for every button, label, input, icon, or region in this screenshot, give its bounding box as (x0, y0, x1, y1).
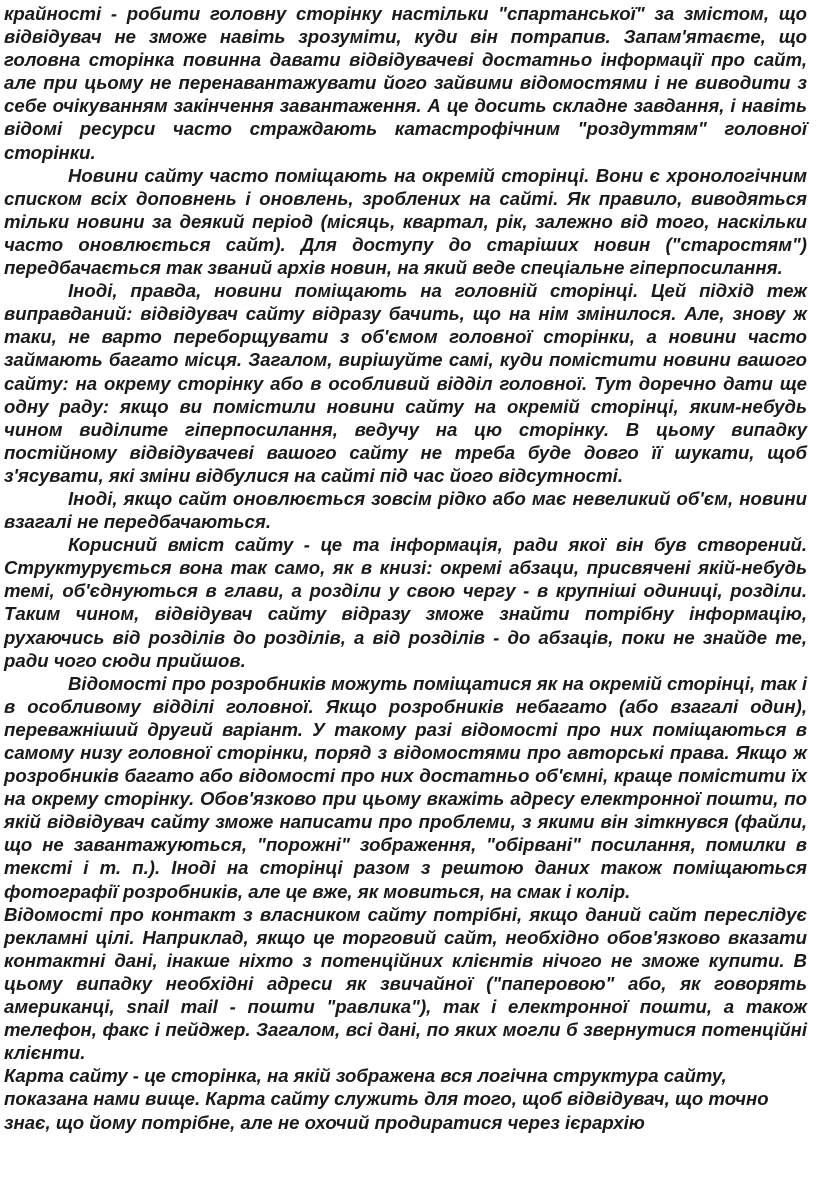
paragraph-useful-content: Корисний вміст сайту - це та інформація, ради якої він був створений. Структурується вона так само, як в книзі: окремі абзаци, присвячені якій-небудь темі, об'єднуються в глави, а розділи у свою чергу - в крупніші одиниці, розділи. Таким чином, відвідувач сайту відразу зможе знайти потрібну інформацію, рухаючись від розділів до розділів, а від розділів - до абзаців, поки не знайде те, ради чого сюди прийшов. (4, 534, 807, 671)
paragraph-news-page: Новини сайту часто поміщають на окремій сторінці. Вони є хронологічним списком всіх доповнень і оновлень, зроблених на сайті. Як правило, виводяться тільки новини за деякий період (місяць, квартал, рік, залежно від того, наскільки часто оновлюється сайт). Для доступу до старіших новин ("старостям") передбачається так званий архів новин, на який веде спеціальне гіперпосилання. (4, 164, 807, 279)
paragraph-no-news: Іноді, якщо сайт оновлюється зовсім рідко або має невеликий об'єм, новини взагалі не передбачаються. (4, 487, 807, 533)
paragraph-contact-info: Відомості про контакт з власником сайту потрібні, якщо даний сайт переслідує рекламні цілі. Наприклад, якщо це торговий сайт, необхідно обов'язково вказати контактні дані, інакше ніхто з потенційних клієнтів нічого не зможе купити. В цьому випадку необхідні адреси як звичайної ("паперовою" або, як говорять американці, snail mail - пошти "равлика"), так і електронної пошти, а також телефон, факс і пейджер. Загалом, всі дані, по яких могли б звернутися потенційні клієнти. (4, 903, 807, 1064)
paragraph-site-map: Карта сайту - це сторінка, на якій зображена вся логічна структура сайту, показана нами вище. Карта сайту служить для того, щоб відвідувач, що точно знає, що йому потрібне, але не охочий продиратися через ієрархію (4, 1065, 769, 1133)
paragraph-developers-info: Відомості про розробників можуть поміщатися як на окремій сторінці, так і в особливому відділі головної. Якщо розробників небагато (або взагалі один), переважніший другий варіант. У такому разі відомості про них поміщаються в самому низу головної сторінки, поряд з відомостями про авторські права. Якщо ж розробників багато або відомості про них достатньо об'ємні, краще помістити їх на окрему сторінку. Обов'язково при цьому вкажіть адресу електронної пошти, по якій відвідувач сайту зможе написати про проблеми, з якими він зіткнувся (файли, що не завантажуються, "порожні" зображення, "обірвані" посилання, помилки в тексті і т. п.). Іноді на сторінці разом з рештою даних також поміщаються фотографії розробників, але це вже, як мовиться, на смак і колір. (4, 672, 807, 902)
paragraph-main-page-sparseness: крайності - робити головну сторінку настільки "спартанської" за змістом, що відвідувач не зможе навіть зрозуміти, куди він потрапив. Запам'ятаєте, що головна сторінка повинна давати відвідувачеві достатньо інформації про сайт, але при цьому не перенавантажувати його зайвими відомостями і не виводити з себе очікуванням закінчення завантаження. А це досить складне завдання, і навіть відомі ресурси часто страждають катастрофічним "роздуттям" головної сторінки. (4, 3, 807, 163)
paragraph-news-on-main-page: Іноді, правда, новини поміщають на головній сторінці. Цей підхід теж виправданий: відвідувач сайту відразу бачить, що на нім змінилося. Але, знову ж таки, не варто переборщувати з об'ємом головної сторінки, а новини часто займають багато місця. Загалом, вирішуйте самі, куди помістити новини вашого сайту: на окрему сторінку або в особливий відділ головної. Тут доречно дати ще одну раду: якщо ви помістили новини сайту на окремій сторінці, яким-небудь чином виділите гіперпосилання, ведучу на цю сторінку. В цьому випадку постійному відвідувачеві вашого сайту не треба буде довго її шукати, щоб з'ясувати, які зміни відбулися на сайті під час його відсутності. (4, 280, 807, 486)
